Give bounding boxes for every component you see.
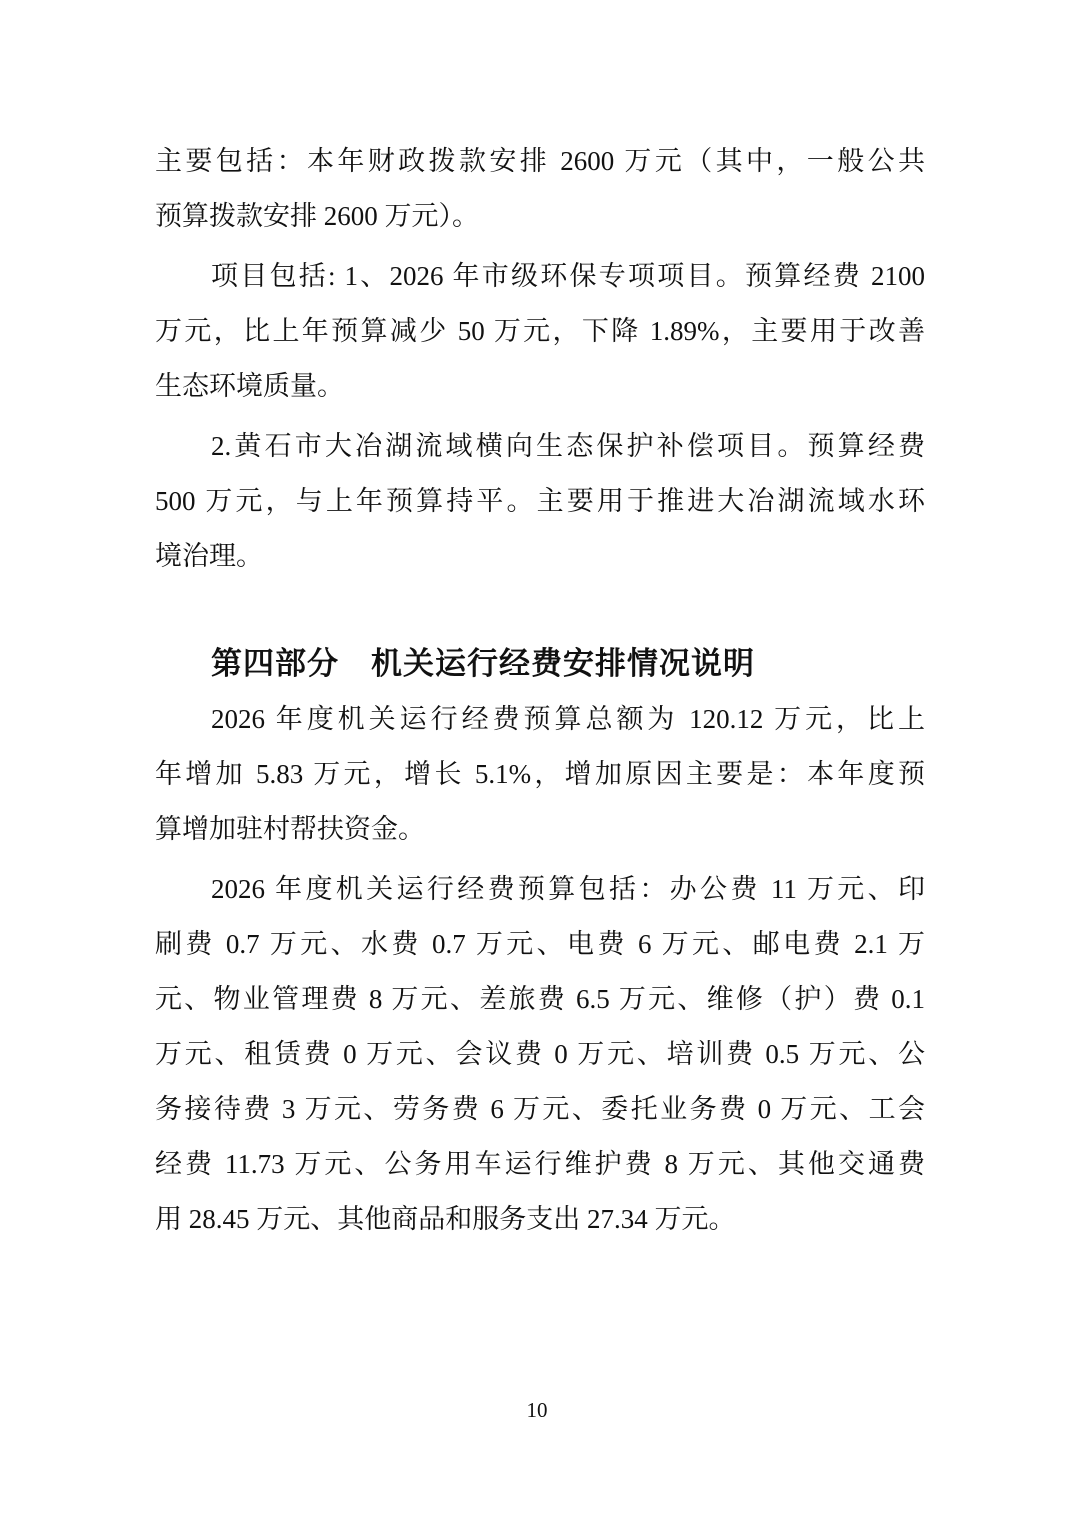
text-line: 年增加 5.83 万元，增长 5.1%，增加原因主要是：本年度预 <box>155 759 925 789</box>
text-line: 经费 11.73 万元、公务用车运行维护费 8 万元、其他交通费 <box>155 1149 925 1179</box>
paragraph-funding-summary <box>155 134 925 244</box>
paragraph-operating-budget-total <box>155 692 925 857</box>
text-line: 万元，比上年预算减少 50 万元，下降 1.89%，主要用于改善 <box>155 316 925 346</box>
text-line: 元、物业管理费 8 万元、差旅费 6.5 万元、维修（护）费 0.1 <box>155 984 925 1014</box>
text-line: 2026 年度机关运行经费预算包括：办公费 11 万元、印 <box>211 874 925 904</box>
section-heading: 第四部分 机关运行经费安排情况说明 <box>211 646 755 681</box>
text-line: 2026 年度机关运行经费预算总额为 120.12 万元，比上 <box>211 704 925 734</box>
text-line: 用 28.45 万元、其他商品和服务支出 27.34 万元。 <box>155 1204 736 1234</box>
paragraph-project-2 <box>155 419 925 584</box>
text-line: 算增加驻村帮扶资金。 <box>155 814 425 844</box>
document-body <box>155 134 925 1247</box>
text-line: 项目包括: 1、2026 年市级环保专项项目。预算经费 2100 <box>211 261 925 291</box>
text-line: 预算拨款安排 2600 万元）。 <box>155 201 479 231</box>
text-line: 生态环境质量。 <box>155 371 344 401</box>
text-line: 500 万元，与上年预算持平。主要用于推进大冶湖流域水环 <box>155 486 925 516</box>
text-line: 境治理。 <box>155 541 263 571</box>
page-number: 10 <box>526 1398 548 1422</box>
text-line: 主要包括：本年财政拨款安排 2600 万元（其中，一般公共 <box>155 146 925 176</box>
text-line: 务接待费 3 万元、劳务费 6 万元、委托业务费 0 万元、工会 <box>155 1094 925 1124</box>
text-line: 刷费 0.7 万元、水费 0.7 万元、电费 6 万元、邮电费 2.1 万 <box>155 929 925 959</box>
text-line: 万元、租赁费 0 万元、会议费 0 万元、培训费 0.5 万元、公 <box>155 1039 925 1069</box>
paragraph-project-1 <box>155 249 925 414</box>
text-line: 2.黄石市大冶湖流域横向生态保护补偿项目。预算经费 <box>211 431 925 461</box>
paragraph-operating-budget-detail <box>155 862 925 1247</box>
